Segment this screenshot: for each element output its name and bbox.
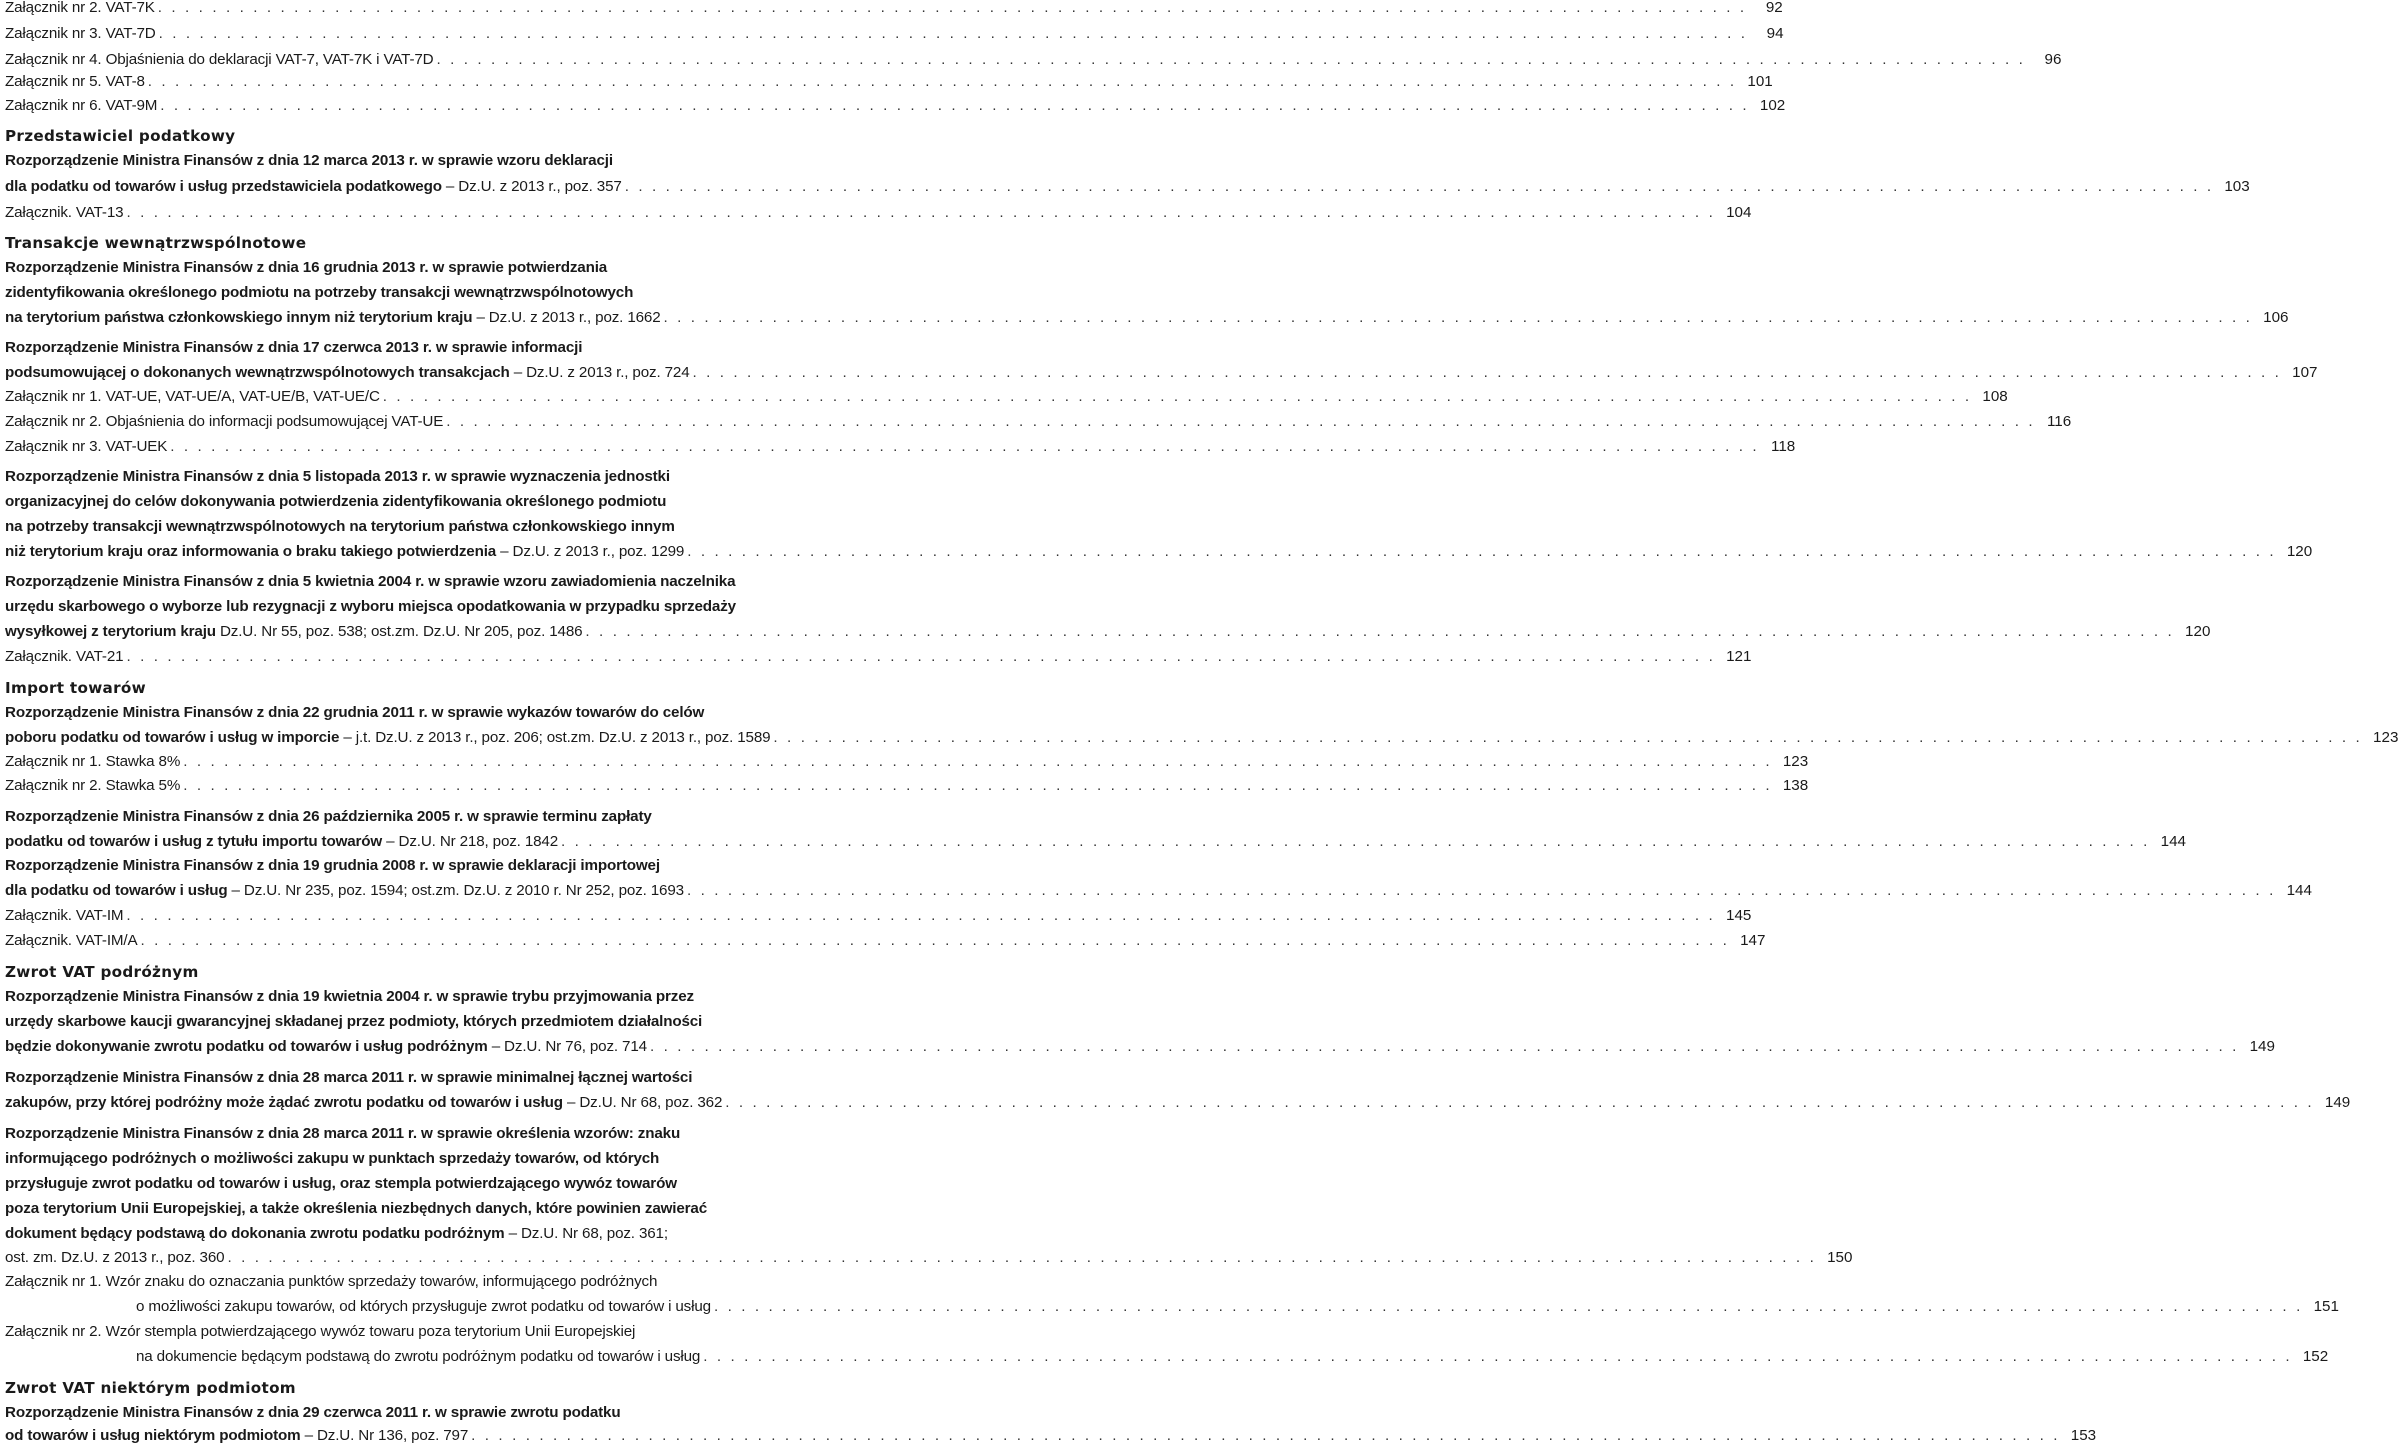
- toc-entry: [5, 879, 2312, 903]
- toc-entry-continuation: [5, 281, 960, 305]
- section-heading: Zwrot VAT podróżnym: [5, 963, 199, 981]
- entry-label: Załącznik nr 2. VAT-7K: [5, 0, 155, 16]
- entry-label: Załącznik nr 2. Objaśnienia do informacji podsumowującej VAT-UE: [5, 413, 444, 430]
- dot-leader: . . . . . . . . . . . . . . . . . . . . . . . . . . . . . . . . . . . . . . . . . . . . . . . . . . . . . . . . . . . . . . . . . . . . . . . . . . . . . . . . . . . . . . . . . . . . . . . . . . . . . . . . . . . . . . . . . . . . .: [157, 0, 1747, 16]
- entry-label: Załącznik nr 1. Stawka 8%: [5, 753, 181, 770]
- toc-entry: [5, 726, 2398, 750]
- regulation-title: Rozporządzenie Ministra Finansów z dnia 12 marca 2013 r. w sprawie wzoru deklaracji: [5, 152, 613, 169]
- entry-text: [5, 259, 607, 276]
- regulation-title: Rozporządzenie Ministra Finansów z dnia 29 czerwca 2011 r. w sprawie zwrotu podatku: [5, 1404, 621, 1421]
- toc-entry: [5, 175, 2250, 199]
- entry-text: [5, 1323, 635, 1340]
- page-number: 120: [2185, 623, 2211, 640]
- toc-entry-continuation: [5, 465, 960, 489]
- regulation-title: organizacyjnej do celów dokonywania potwierdzenia zidentyfikowania określonego podmiotu: [5, 493, 667, 510]
- toc-entry-continuation: [5, 149, 960, 173]
- entry-label: – j.t. Dz.U. z 2013 r., poz. 206; ost.zm. Dz.U. z 2013 r., poz. 1589: [339, 729, 771, 746]
- entry-label: Załącznik. VAT-13: [5, 204, 124, 221]
- entry-text: [5, 620, 582, 644]
- regulation-title: Rozporządzenie Ministra Finansów z dnia 19 kwietnia 2004 r. w sprawie trybu przyjmowania przez: [5, 988, 694, 1005]
- regulation-title: Rozporządzenie Ministra Finansów z dnia 26 października 2005 r. w sprawie terminu zapłaty: [5, 808, 652, 825]
- toc-entry: [5, 435, 1796, 459]
- section-heading: Import towarów: [5, 679, 146, 697]
- regulation-title: Rozporządzenie Ministra Finansów z dnia 28 marca 2011 r. w sprawie minimalnej łącznej wartości: [5, 1069, 693, 1086]
- dot-leader: . . . . . . . . . . . . . . . . . . . . . . . . . . . . . . . . . . . . . . . . . . . . . . . . . . . . . . . . . . . . . . . . . . . . . . . . . . . . . . . . . . . . . . . . . . . . . . . . . . . . . . . . . . . . . . . . . . . . .: [471, 1427, 2061, 1444]
- page-number: 96: [2044, 51, 2062, 68]
- entry-text: [5, 1013, 702, 1030]
- regulation-title: podatku od towarów i usług z tytułu importu towarów: [5, 833, 383, 850]
- page-number: 116: [2046, 413, 2072, 430]
- dot-leader: . . . . . . . . . . . . . . . . . . . . . . . . . . . . . . . . . . . . . . . . . . . . . . . . . . . . . . . . . . . . . . . . . . . . . . . . . . . . . . . . . . . . . . . . . . . . . . . . . . . . . . . . . . . . . . . . . . . . .: [561, 833, 2150, 850]
- entry-text: [5, 468, 670, 485]
- entry-text: [5, 518, 675, 535]
- regulation-title: informującego podróżnych o możliwości zakupu w punktach sprzedaży towarów, od których: [5, 1150, 660, 1167]
- regulation-title: przysługuje zwrot podatku od towarów i usług, oraz stempla potwierdzającego wywóz towarów: [5, 1175, 677, 1192]
- dot-leader: . . . . . . . . . . . . . . . . . . . . . . . . . . . . . . . . . . . . . . . . . . . . . . . . . . . . . . . . . . . . . . . . . . . . . . . . . . . . . . . . . . . . . . . . . . . . . . . . . . . . . . . . . . . . . . . . . . . . .: [126, 907, 1716, 924]
- page-number: 101: [1747, 73, 1773, 90]
- entry-text: [5, 808, 652, 825]
- dot-leader: . . . . . . . . . . . . . . . . . . . . . . . . . . . . . . . . . . . . . . . . . . . . . . . . . . . . . . . . . . . . . . . . . . . . . . . . . . . . . . . . . . . . . . . . . . . . . . . . . . . . . . . . . . . . . . . . . . . . .: [436, 51, 2026, 68]
- regulation-title: zakupów, przy której podróżny może żądać zwrotu podatku od towarów i usług: [5, 1094, 563, 1111]
- page-number: 138: [1782, 777, 1809, 794]
- entry-text: [5, 726, 770, 750]
- toc-entry-continuation: [5, 1122, 960, 1146]
- toc-entry-continuation: [5, 570, 960, 594]
- entry-text: [5, 1150, 659, 1167]
- dot-leader: . . . . . . . . . . . . . . . . . . . . . . . . . . . . . . . . . . . . . . . . . . . . . . . . . . . . . . . . . . . . . . . . . . . . . . . . . . . . . . . . . . . . . . . . . . . . . . . . . . . . . . . . . . . . . . . . . . . . .: [183, 777, 1773, 794]
- page-number: 145: [1726, 907, 1752, 924]
- regulation-title: dla podatku od towarów i usług przedstawiciela podatkowego: [5, 178, 442, 195]
- dot-leader: . . . . . . . . . . . . . . . . . . . . . . . . . . . . . . . . . . . . . . . . . . . . . . . . . . . . . . . . . . . . . . . . . . . . . . . . . . . . . . . . . . . . . . . . . . . . . . . . . . . . . . . . . . . . . . . . . . . . .: [663, 309, 2253, 326]
- regulation-title: Rozporządzenie Ministra Finansów z dnia 5 listopada 2013 r. w sprawie wyznaczenia jednostki: [5, 468, 670, 485]
- regulation-title: poza terytorium Unii Europejskiej, a także określenia niezbędnych danych, które powinien zawierać: [5, 1200, 708, 1217]
- toc-entry: [5, 929, 1766, 953]
- regulation-title: będzie dokonywanie zwrotu podatku od towarów i usług podróżnym: [5, 1038, 488, 1055]
- dot-leader: . . . . . . . . . . . . . . . . . . . . . . . . . . . . . . . . . . . . . . . . . . . . . . . . . . . . . . . . . . . . . . . . . . . . . . . . . . . . . . . . . . . . . . . . . . . . . . . . . . . . . . . . . . . . . . . . . . . . .: [692, 364, 2282, 381]
- entry-label: Załącznik nr 2. Stawka 5%: [5, 777, 181, 794]
- toc-entry: [5, 774, 1809, 798]
- toc-entry-continuation: [5, 1401, 960, 1425]
- page-number: 102: [1759, 97, 1786, 114]
- entry-label: – Dz.U. Nr 235, poz. 1594; ost.zm. Dz.U. z 2010 r. Nr 252, poz. 1693: [227, 882, 684, 899]
- toc-entry-continuation: [5, 336, 960, 360]
- entry-label: Dz.U. Nr 55, poz. 538; ost.zm. Dz.U. Nr 205, poz. 1486: [215, 623, 583, 640]
- toc-entry-continuation: [5, 1010, 960, 1034]
- entry-text: [5, 540, 684, 564]
- entry-text: [5, 1225, 668, 1242]
- entry-label: Załącznik. VAT-21: [5, 648, 124, 665]
- page-number: 103: [2224, 178, 2250, 195]
- entry-text: [5, 175, 622, 199]
- entry-label: Załącznik. VAT-IM: [5, 907, 124, 924]
- toc-entry: [5, 1424, 2097, 1448]
- entry-text: [5, 1091, 722, 1115]
- page-number: 123: [2373, 729, 2398, 746]
- page-number: 92: [1765, 0, 1783, 16]
- entry-text: [5, 1069, 692, 1086]
- page-number: 149: [2249, 1038, 2275, 1055]
- regulation-title: zidentyfikowania określonego podmiotu na potrzeby transakcji wewnątrzwspólnotowych: [5, 284, 634, 301]
- page-number: 104: [1726, 204, 1752, 221]
- toc-entry-continuation: [5, 490, 960, 514]
- dot-leader: . . . . . . . . . . . . . . . . . . . . . . . . . . . . . . . . . . . . . . . . . . . . . . . . . . . . . . . . . . . . . . . . . . . . . . . . . . . . . . . . . . . . . . . . . . . . . . . . . . . . . . . . . . . . . . . . . . . . .: [773, 729, 2363, 746]
- dot-leader: . . . . . . . . . . . . . . . . . . . . . . . . . . . . . . . . . . . . . . . . . . . . . . . . . . . . . . . . . . . . . . . . . . . . . . . . . . . . . . . . . . . . . . . . . . . . . . . . . . . . . . . . . . . . . . . . . . . . .: [170, 438, 1760, 455]
- toc-entry: [5, 94, 1786, 118]
- dot-leader: . . . . . . . . . . . . . . . . . . . . . . . . . . . . . . . . . . . . . . . . . . . . . . . . . . . . . . . . . . . . . . . . . . . . . . . . . . . . . . . . . . . . . . . . . . . . . . . . . . . . . . . . . . . . . . . . . . . . .: [160, 97, 1750, 114]
- dot-leader: . . . . . . . . . . . . . . . . . . . . . . . . . . . . . . . . . . . . . . . . . . . . . . . . . . . . . . . . . . . . . . . . . . . . . . . . . . . . . . . . . . . . . . . . . . . . . . . . . . . . . . . . . . . . . . . . . . . . .: [382, 388, 1972, 405]
- regulation-title: Rozporządzenie Ministra Finansów z dnia 17 czerwca 2013 r. w sprawie informacji: [5, 339, 583, 356]
- entry-text: [5, 48, 433, 72]
- entry-text: [5, 410, 443, 434]
- dot-leader: . . . . . . . . . . . . . . . . . . . . . . . . . . . . . . . . . . . . . . . . . . . . . . . . . . . . . . . . . . . . . . . . . . . . . . . . . . . . . . . . . . . . . . . . . . . . . . . . . . . . . . . . . . . . . . . . . . . . .: [649, 1038, 2239, 1055]
- regulation-title: od towarów i usług niektórym podmiotom: [5, 1427, 301, 1444]
- toc-entry: [5, 645, 1752, 669]
- dot-leader: . . . . . . . . . . . . . . . . . . . . . . . . . . . . . . . . . . . . . . . . . . . . . . . . . . . . . . . . . . . . . . . . . . . . . . . . . . . . . . . . . . . . . . . . . . . . . . . . . . . . . . . . . . . . . . . . . . . . .: [446, 413, 2036, 430]
- entry-label: – Dz.U. Nr 68, poz. 362: [562, 1094, 723, 1111]
- entry-label: Załącznik nr 1. VAT-UE, VAT-UE/A, VAT-UE/B, VAT-UE/C: [5, 388, 380, 405]
- regulation-title: urzędy skarbowe kaucji gwarancyjnej składanej przez podmioty, których przedmiotem działalności: [5, 1013, 703, 1030]
- regulation-title: dokument będący podstawą do dokonania zwrotu podatku podróżnym: [5, 1225, 505, 1242]
- entry-text: [5, 704, 704, 721]
- dot-leader: . . . . . . . . . . . . . . . . . . . . . . . . . . . . . . . . . . . . . . . . . . . . . . . . . . . . . . . . . . . . . . . . . . . . . . . . . . . . . . . . . . . . . . . . . . . . . . . . . . . . . . . . . . . . . . . . . . . . .: [725, 1094, 2315, 1111]
- toc-entry-continuation: [5, 1270, 960, 1294]
- entry-label: Załącznik nr 4. Objaśnienia do deklaracji VAT-7, VAT-7K i VAT-7D: [5, 51, 434, 68]
- toc-entry: [5, 750, 1809, 774]
- page-number: 144: [2286, 882, 2312, 899]
- entry-label: Załącznik nr 6. VAT-9M: [5, 97, 158, 114]
- entry-text: [5, 904, 123, 928]
- page-number: 94: [1766, 25, 1784, 42]
- entry-text: [5, 645, 123, 669]
- entry-text: [5, 1424, 468, 1448]
- entry-text: [5, 435, 167, 459]
- entry-text: [5, 1404, 620, 1421]
- dot-leader: . . . . . . . . . . . . . . . . . . . . . . . . . . . . . . . . . . . . . . . . . . . . . . . . . . . . . . . . . . . . . . . . . . . . . . . . . . . . . . . . . . . . . . . . . . . . . . . . . . . . . . . . . . . . . . . . . . . . .: [686, 882, 2276, 899]
- page-number: 107: [2292, 364, 2318, 381]
- toc-entry: [5, 1295, 2339, 1319]
- toc-entry-continuation: [5, 1147, 960, 1171]
- toc-entry: [5, 22, 1784, 46]
- entry-text: [5, 598, 736, 615]
- regulation-title: urzędu skarbowego o wyborze lub rezygnacji z wyboru miejsca opodatkowania w przypadku sprzedaży: [5, 598, 736, 615]
- regulation-title: dla podatku od towarów i usług: [5, 882, 228, 899]
- entry-text: [5, 306, 661, 330]
- regulation-title: poboru podatku od towarów i usług w imporcie: [5, 729, 340, 746]
- toc-entry-continuation: [5, 515, 960, 539]
- dot-leader: . . . . . . . . . . . . . . . . . . . . . . . . . . . . . . . . . . . . . . . . . . . . . . . . . . . . . . . . . . . . . . . . . . . . . . . . . . . . . . . . . . . . . . . . . . . . . . . . . . . . . . . . . . . . . . . . . . . . .: [585, 623, 2175, 640]
- entry-text: [5, 857, 660, 874]
- toc-entry-continuation: [5, 985, 960, 1009]
- dot-leader: . . . . . . . . . . . . . . . . . . . . . . . . . . . . . . . . . . . . . . . . . . . . . . . . . . . . . . . . . . . . . . . . . . . . . . . . . . . . . . . . . . . . . . . . . . . . . . . . . . . . . . . . . . . . . . . . . . . . .: [140, 932, 1730, 949]
- toc-entry: [5, 410, 2072, 434]
- entry-label: – Dz.U. Nr 68, poz. 361;: [504, 1225, 668, 1242]
- page-number: 150: [1827, 1249, 1853, 1266]
- entry-text: [5, 385, 380, 409]
- toc-entry: [5, 1091, 2351, 1115]
- entry-text: [5, 988, 694, 1005]
- toc-entry: [5, 385, 2008, 409]
- entry-label: Załącznik nr 2. Wzór stempla potwierdzającego wywóz towaru poza terytorium Unii Europejskiej: [5, 1323, 636, 1340]
- entry-label: – Dz.U. z 2013 r., poz. 1662: [472, 309, 661, 326]
- section-heading: Transakcje wewnątrzwspólnotowe: [5, 234, 307, 252]
- entry-text: [5, 70, 145, 94]
- dot-leader: . . . . . . . . . . . . . . . . . . . . . . . . . . . . . . . . . . . . . . . . . . . . . . . . . . . . . . . . . . . . . . . . . . . . . . . . . . . . . . . . . . . . . . . . . . . . . . . . . . . . . . . . . . . . . . . . . . . . .: [147, 73, 1737, 90]
- entry-label: Załącznik nr 5. VAT-8: [5, 73, 145, 90]
- entry-label: Załącznik nr 3. VAT-UEK: [5, 438, 168, 455]
- toc-entry: [5, 306, 2289, 330]
- page-number: 108: [1982, 388, 2008, 405]
- entry-label: na dokumencie będącym podstawą do zwrotu podróżnym podatku od towarów i usług: [136, 1348, 701, 1365]
- entry-label: o możliwości zakupu towarów, od których przysługuje zwrot podatku od towarów i usług: [136, 1298, 711, 1315]
- toc-entry: [5, 1035, 2275, 1059]
- entry-text: [5, 1175, 677, 1192]
- toc-entry-continuation: [5, 854, 960, 878]
- toc-entry-continuation: [5, 1222, 960, 1246]
- toc-entry: [5, 361, 2318, 385]
- page-number: 118: [1771, 438, 1796, 455]
- dot-leader: . . . . . . . . . . . . . . . . . . . . . . . . . . . . . . . . . . . . . . . . . . . . . . . . . . . . . . . . . . . . . . . . . . . . . . . . . . . . . . . . . . . . . . . . . . . . . . . . . . . . . . . . . . . . . . . . . . . . .: [227, 1249, 1817, 1266]
- entry-text: [5, 94, 157, 118]
- page-number: 151: [2313, 1298, 2339, 1315]
- toc-entry: [5, 201, 1752, 225]
- toc-entry: [5, 830, 2186, 854]
- toc-entry: [5, 904, 1752, 928]
- toc-entry: [5, 70, 1773, 94]
- entry-label: Załącznik. VAT-IM/A: [5, 932, 138, 949]
- entry-label: – Dz.U. z 2013 r., poz. 357: [441, 178, 622, 195]
- toc-entry: [5, 540, 2313, 564]
- entry-label: – Dz.U. Nr 218, poz. 1842: [382, 833, 559, 850]
- regulation-title: Rozporządzenie Ministra Finansów z dnia 28 marca 2011 r. w sprawie określenia wzorów: znaku: [5, 1125, 681, 1142]
- entry-text: [5, 284, 633, 301]
- entry-text: [5, 879, 684, 903]
- toc-entry-continuation: [5, 1172, 960, 1196]
- entry-label: ost. zm. Dz.U. z 2013 r., poz. 360: [5, 1249, 225, 1266]
- toc-entry: [5, 1246, 1853, 1270]
- page-number: 123: [1782, 753, 1809, 770]
- entry-text: [5, 1200, 707, 1217]
- regulation-title: na potrzeby transakcji wewnątrzwspólnotowych na terytorium państwa członkowskiego innym: [5, 518, 675, 535]
- dot-leader: . . . . . . . . . . . . . . . . . . . . . . . . . . . . . . . . . . . . . . . . . . . . . . . . . . . . . . . . . . . . . . . . . . . . . . . . . . . . . . . . . . . . . . . . . . . . . . . . . . . . . . . . . . . . . . . . . . . . .: [158, 25, 1748, 42]
- toc-entry: [5, 1345, 2329, 1369]
- entry-label: Załącznik nr 1. Wzór znaku do oznaczania punktów sprzedaży towarów, informującego podróżnych: [5, 1273, 658, 1290]
- entry-text: [5, 929, 137, 953]
- entry-text: [5, 1125, 680, 1142]
- toc-entry-continuation: [5, 1320, 960, 1344]
- dot-leader: . . . . . . . . . . . . . . . . . . . . . . . . . . . . . . . . . . . . . . . . . . . . . . . . . . . . . . . . . . . . . . . . . . . . . . . . . . . . . . . . . . . . . . . . . . . . . . . . . . . . . . . . . . . . . . . . . . . . .: [687, 543, 2277, 560]
- regulation-title: Rozporządzenie Ministra Finansów z dnia 22 grudnia 2011 r. w sprawie wykazów towarów do celów: [5, 704, 705, 721]
- entry-label: – Dz.U. Nr 76, poz. 714: [487, 1038, 647, 1055]
- section-heading: Przedstawiciel podatkowy: [5, 127, 236, 145]
- regulation-title: Rozporządzenie Ministra Finansów z dnia 19 grudnia 2008 r. w sprawie deklaracji importowej: [5, 857, 660, 874]
- toc-entry-continuation: [5, 1066, 960, 1090]
- dot-leader: . . . . . . . . . . . . . . . . . . . . . . . . . . . . . . . . . . . . . . . . . . . . . . . . . . . . . . . . . . . . . . . . . . . . . . . . . . . . . . . . . . . . . . . . . . . . . . . . . . . . . . . . . . . . . . . . . . . . .: [126, 204, 1716, 221]
- regulation-title: wysyłkowej z terytorium kraju: [5, 623, 216, 640]
- entry-label: – Dz.U. z 2013 r., poz. 1299: [496, 543, 685, 560]
- regulation-title: podsumowującej o dokonanych wewnątrzwspólnotowych transakcjach: [5, 364, 510, 381]
- entry-text: [5, 1035, 647, 1059]
- page-number: 153: [2070, 1427, 2097, 1444]
- entry-text: [5, 0, 155, 20]
- dot-leader: . . . . . . . . . . . . . . . . . . . . . . . . . . . . . . . . . . . . . . . . . . . . . . . . . . . . . . . . . . . . . . . . . . . . . . . . . . . . . . . . . . . . . . . . . . . . . . . . . . . . . . . . . . . . . . . . . . . . .: [126, 648, 1716, 665]
- dot-leader: . . . . . . . . . . . . . . . . . . . . . . . . . . . . . . . . . . . . . . . . . . . . . . . . . . . . . . . . . . . . . . . . . . . . . . . . . . . . . . . . . . . . . . . . . . . . . . . . . . . . . . . . . . . . . . . . . . . . .: [713, 1298, 2303, 1315]
- entry-text: [5, 1273, 657, 1290]
- entry-text: [5, 201, 123, 225]
- page-number: 149: [2324, 1094, 2351, 1111]
- page-number: 147: [1740, 932, 1766, 949]
- entry-text: [5, 750, 180, 774]
- toc-entry: [5, 620, 2211, 644]
- page-number: 106: [2263, 309, 2289, 326]
- entry-label: – Dz.U. Nr 136, poz. 797: [300, 1427, 469, 1444]
- entry-text: [5, 22, 156, 46]
- page-number: 152: [2302, 1348, 2329, 1365]
- entry-text: [5, 152, 613, 169]
- entry-label: – Dz.U. z 2013 r., poz. 724: [509, 364, 690, 381]
- entry-text: [136, 1295, 711, 1319]
- toc-entry: [5, 48, 2062, 72]
- regulation-title: Rozporządzenie Ministra Finansów z dnia 16 grudnia 2013 r. w sprawie potwierdzania: [5, 259, 608, 276]
- regulation-title: na terytorium państwa członkowskiego innym niż terytorium kraju: [5, 309, 473, 326]
- dot-leader: . . . . . . . . . . . . . . . . . . . . . . . . . . . . . . . . . . . . . . . . . . . . . . . . . . . . . . . . . . . . . . . . . . . . . . . . . . . . . . . . . . . . . . . . . . . . . . . . . . . . . . . . . . . . . . . . . . . . .: [703, 1348, 2293, 1365]
- toc-entry-continuation: [5, 256, 960, 280]
- entry-text: [5, 830, 558, 854]
- regulation-title: Rozporządzenie Ministra Finansów z dnia 5 kwietnia 2004 r. w sprawie wzoru zawiadomienia naczelnika: [5, 573, 736, 590]
- entry-text: [5, 339, 582, 356]
- dot-leader: . . . . . . . . . . . . . . . . . . . . . . . . . . . . . . . . . . . . . . . . . . . . . . . . . . . . . . . . . . . . . . . . . . . . . . . . . . . . . . . . . . . . . . . . . . . . . . . . . . . . . . . . . . . . . . . . . . . . .: [624, 178, 2214, 195]
- entry-text: [5, 493, 666, 510]
- toc-entry-continuation: [5, 1197, 960, 1221]
- entry-text: [5, 774, 180, 798]
- toc-entry-continuation: [5, 595, 960, 619]
- toc-entry-continuation: [5, 701, 960, 725]
- entry-text: [5, 361, 690, 385]
- section-heading: Zwrot VAT niektórym podmiotom: [5, 1379, 296, 1397]
- entry-label: Załącznik nr 3. VAT-7D: [5, 25, 156, 42]
- page-number: 121: [1726, 648, 1752, 665]
- entry-text: [5, 1246, 224, 1270]
- page-number: 144: [2160, 833, 2186, 850]
- entry-text: [5, 573, 735, 590]
- toc-entry-continuation: [5, 805, 960, 829]
- entry-text: [136, 1345, 700, 1369]
- toc-entry: [5, 0, 1783, 20]
- page-number: 120: [2286, 543, 2313, 560]
- dot-leader: . . . . . . . . . . . . . . . . . . . . . . . . . . . . . . . . . . . . . . . . . . . . . . . . . . . . . . . . . . . . . . . . . . . . . . . . . . . . . . . . . . . . . . . . . . . . . . . . . . . . . . . . . . . . . . . . . . . . .: [183, 753, 1773, 770]
- regulation-title: niż terytorium kraju oraz informowania o braku takiego potwierdzenia: [5, 543, 497, 560]
